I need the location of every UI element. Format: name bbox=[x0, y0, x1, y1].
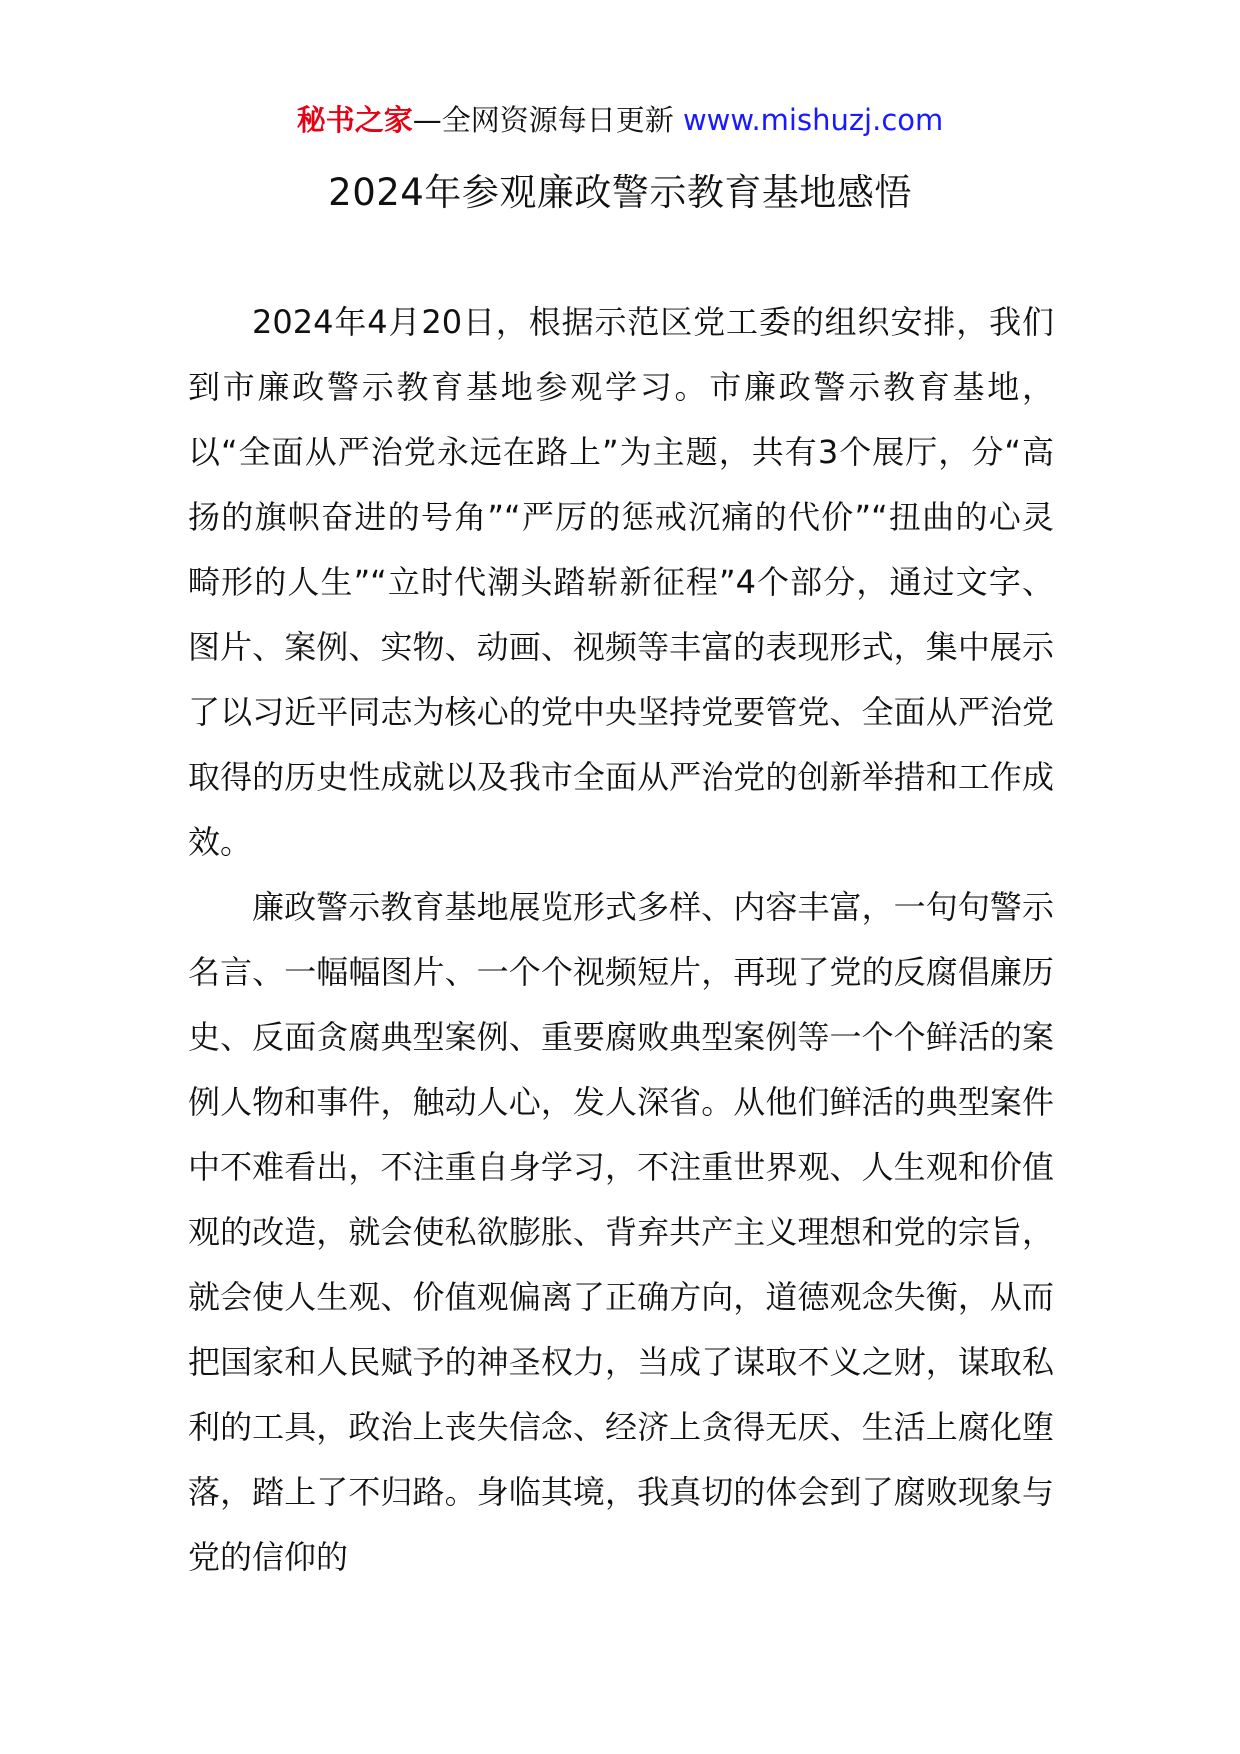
site-header bbox=[0, 100, 1240, 140]
document-title: 2024年参观廉政警示教育基地感悟 bbox=[328, 171, 912, 214]
document-body bbox=[188, 290, 1054, 1590]
header-tagline: —全网资源每日更新 bbox=[412, 103, 674, 137]
paragraph-2: 廉政警示教育基地展览形式多样、内容丰富，一句句警示名言、一幅幅图片、一个个视频短片，再现了党的反腐倡廉历史、反面贪腐典型案例、重要腐败典型案例等一个个鲜活的案例人物和事件，触动人心，发人深省。从他们鲜活的典型案件中不难看出，不注重自身学习，不注重世界观、人生观和价值观的改造，就会使私欲膨胀、背弃共产主义理想和党的宗旨，就会使人生观、价值观偏离了正确方向，道德观念失衡，从而把国家和人民赋予的神圣权力，当成了谋取不义之财，谋取私利的工具，政治上丧失信念、经济上贪得无厌、生活上腐化堕落，踏上了不归路。身临其境，我真切的体会到了腐败现象与党的信仰的 bbox=[188, 888, 1054, 1576]
paragraph-1: 2024年4月20日，根据示范区党工委的组织安排，我们到市廉政警示教育基地参观学习。市廉政警示教育基地，以“全面从严治党永远在路上”为主题，共有3个展厅，分“高扬的旗帜奋进的号角”“严厉的惩戒沉痛的代价”“扭曲的心灵畸形的人生”“立时代潮头踏崭新征程”4个部分，通过文字、图片、案例、实物、动画、视频等丰富的表现形式，集中展示了以习近平同志为核心的党中央坚持党要管党、全面从严治党取得的历史性成就以及我市全面从严治党的创新举措和工作成效。 bbox=[188, 303, 1054, 861]
site-url-link[interactable]: www.mishuzj.com bbox=[682, 103, 944, 137]
brand-name: 秘书之家 bbox=[296, 103, 413, 137]
